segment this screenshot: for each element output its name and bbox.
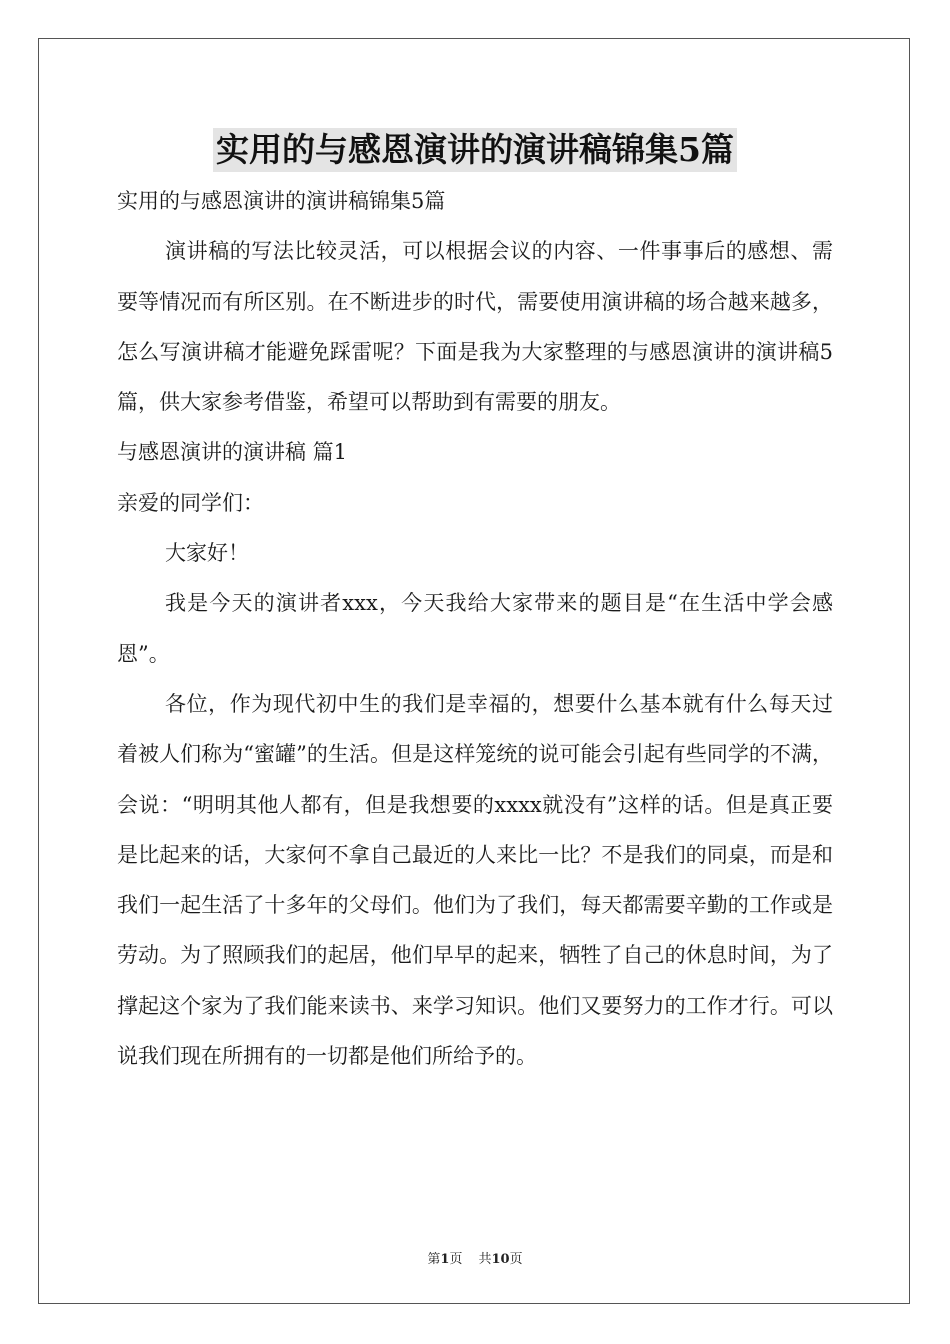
greeting-paragraph: 大家好！ — [165, 541, 249, 566]
salutation-paragraph: 亲爱的同学们： — [117, 490, 264, 515]
section-heading: 与感恩演讲的演讲稿 篇1 — [117, 440, 348, 465]
page-current-number: 1 — [440, 1252, 450, 1267]
page-prefix: 第 — [427, 1252, 441, 1267]
total-prefix: 共 — [478, 1252, 492, 1267]
subtitle-paragraph: 实用的与感恩演讲的演讲稿锦集5篇 — [117, 189, 446, 213]
intro-paragraph: 演讲稿的写法比较灵活，可以根据会议的内容、一件事事后的感想、需要等情况而有所区别。在不断进步的时代，需要使用演讲稿的场合越来越多，怎么写演讲稿才能避免踩雷呢？下面是我为大家整理的与感恩演讲的演讲稿5篇，供大家参考借鉴，希望可以帮助到有需要的朋友。 — [117, 239, 833, 415]
document-body — [117, 176, 833, 1081]
page-total-number: 10 — [491, 1252, 510, 1267]
page-footer — [0, 1248, 950, 1267]
page-suffix: 页 — [449, 1252, 463, 1267]
body-paragraph: 各位，作为现代初中生的我们是幸福的，想要什么基本就有什么每天过着被人们称为“蜜罐”的生活。但是这样笼统的说可能会引起有些同学的不满，会说：“明明其他人都有，但是我想要的xxxx就没有”这样的话。但是真正要是比起来的话，大家何不拿自己最近的人来比一比？不是我们的同桌，而是和我们一起生活了十多年的父母们。他们为了我们，每天都需要辛勤的工作或是劳动。为了照顾我们的起居，他们早早的起来，牺牲了自己的休息时间，为了撑起这个家为了我们能来读书、来学习知识。他们又要努力的工作才行。可以说我们现在所拥有的一切都是他们所给予的。 — [117, 691, 833, 1069]
speaker-intro-paragraph: 我是今天的演讲者xxx，今天我给大家带来的题目是“在生活中学会感恩”。 — [117, 591, 833, 666]
document-title-text: 实用的与感恩演讲的演讲稿锦集5篇 — [213, 128, 737, 172]
total-suffix: 页 — [509, 1252, 523, 1267]
document-title — [0, 128, 950, 172]
